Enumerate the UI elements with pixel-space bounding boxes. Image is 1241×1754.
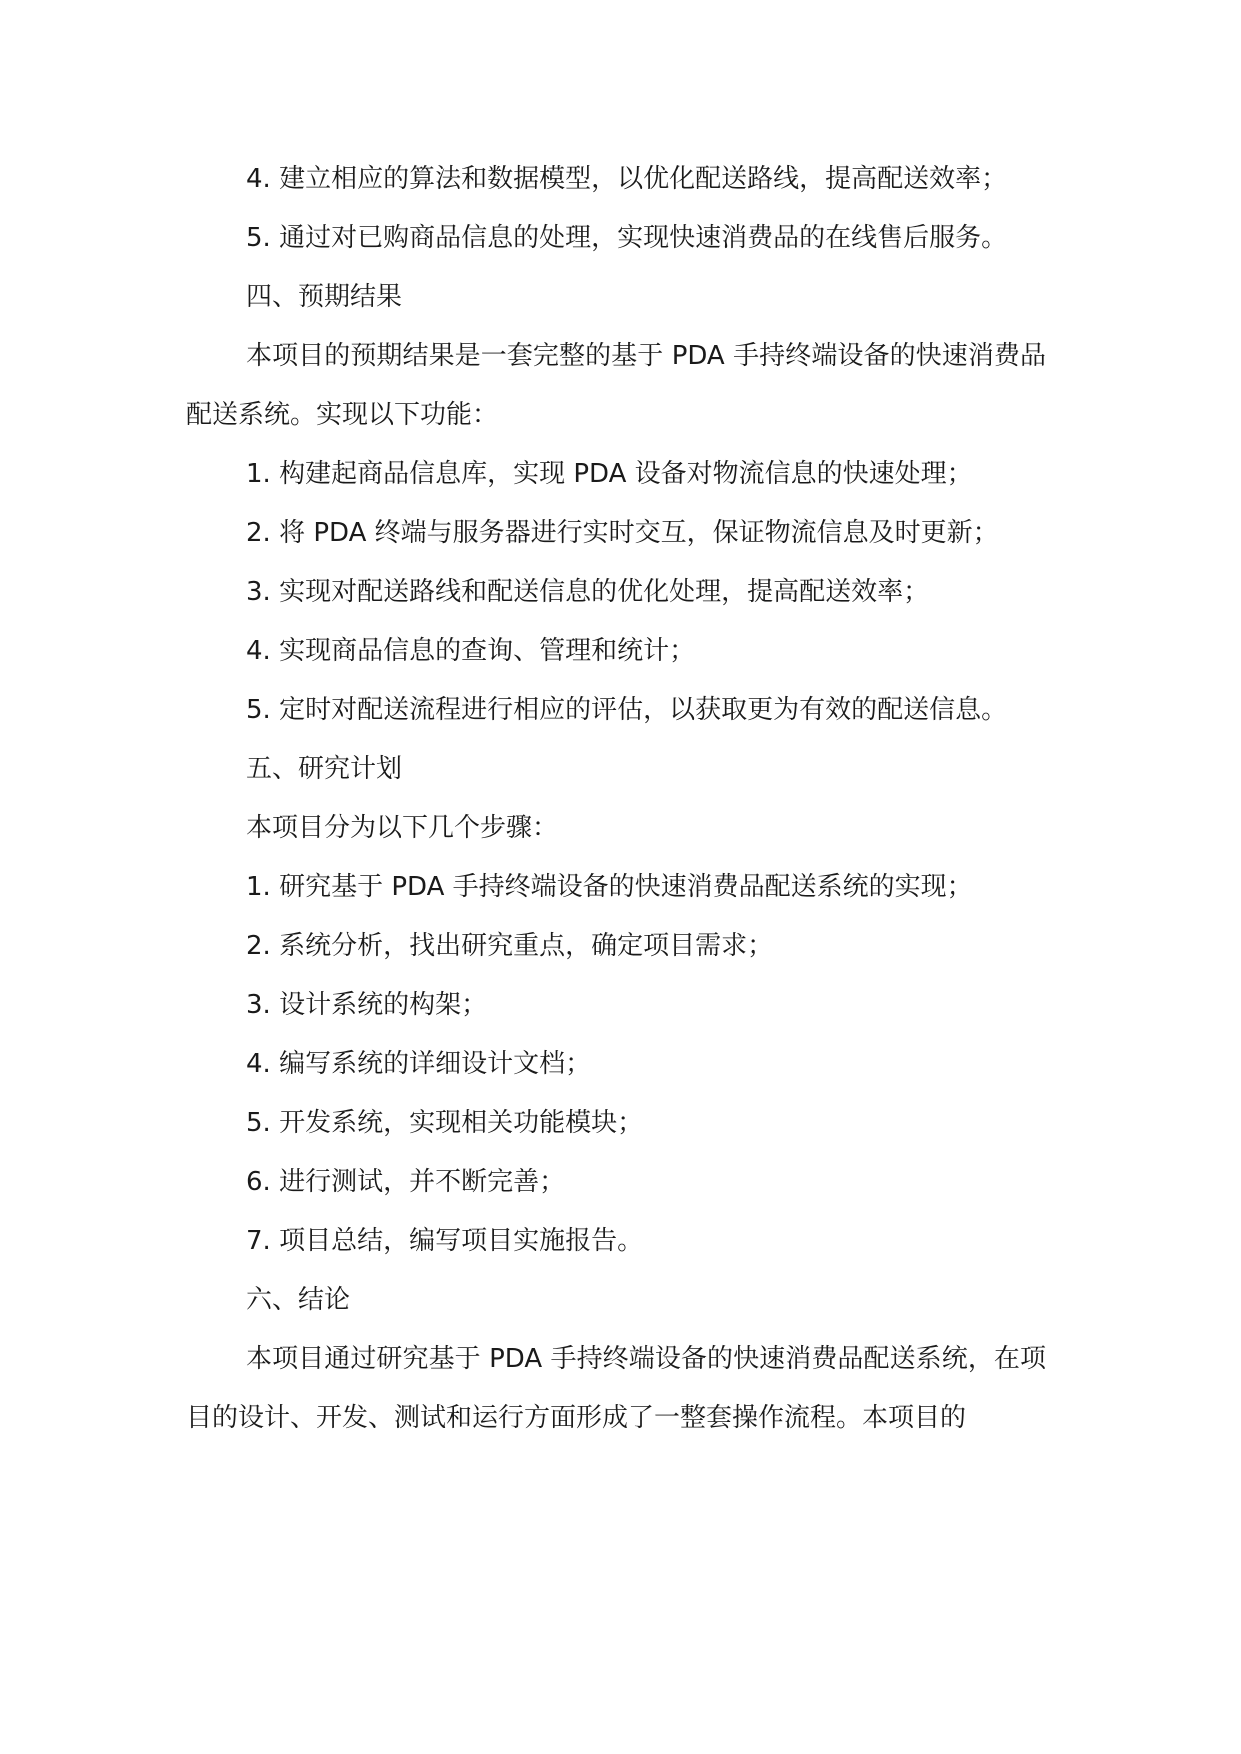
section-heading: 五、研究计划 [246, 754, 403, 784]
list-item: 7. 项目总结，编写项目实施报告。 [246, 1226, 644, 1256]
list-item: 2. 将 PDA 终端与服务器进行实时交互，保证物流信息及时更新； [246, 518, 999, 548]
list-item: 5. 开发系统，实现相关功能模块； [246, 1108, 644, 1138]
list-item: 3. 实现对配送路线和配送信息的优化处理，提高配送效率； [246, 577, 930, 607]
list-item: 3. 设计系统的构架； [246, 990, 488, 1020]
list-item: 2. 系统分析，找出研究重点，确定项目需求； [246, 931, 774, 961]
paragraph: 本项目的预期结果是一套完整的基于 PDA 手持终端设备的快速消费品配送系统。实现以下功能： [186, 341, 1046, 430]
list-item: 1. 构建起商品信息库，实现 PDA 设备对物流信息的快速处理； [246, 459, 973, 489]
list-item: 4. 编写系统的详细设计文档； [246, 1049, 592, 1079]
list-item: 4. 实现商品信息的查询、管理和统计； [246, 636, 696, 666]
list-item: 5. 通过对已购商品信息的处理，实现快速消费品的在线售后服务。 [246, 223, 1008, 253]
paragraph: 本项目通过研究基于 PDA 手持终端设备的快速消费品配送系统，在项目的设计、开发、测试和运行方面形成了一整套操作流程。本项目的 [186, 1344, 1046, 1433]
section-heading: 六、结论 [246, 1285, 351, 1315]
list-item: 5. 定时对配送流程进行相应的评估，以获取更为有效的配送信息。 [246, 695, 1008, 725]
list-item: 4. 建立相应的算法和数据模型，以优化配送路线，提高配送效率； [246, 164, 1008, 194]
section-heading: 四、预期结果 [246, 282, 403, 312]
document-body [186, 150, 1046, 1448]
list-item: 6. 进行测试，并不断完善； [246, 1167, 566, 1197]
list-item: 1. 研究基于 PDA 手持终端设备的快速消费品配送系统的实现； [246, 872, 973, 902]
paragraph: 本项目分为以下几个步骤： [246, 813, 559, 843]
